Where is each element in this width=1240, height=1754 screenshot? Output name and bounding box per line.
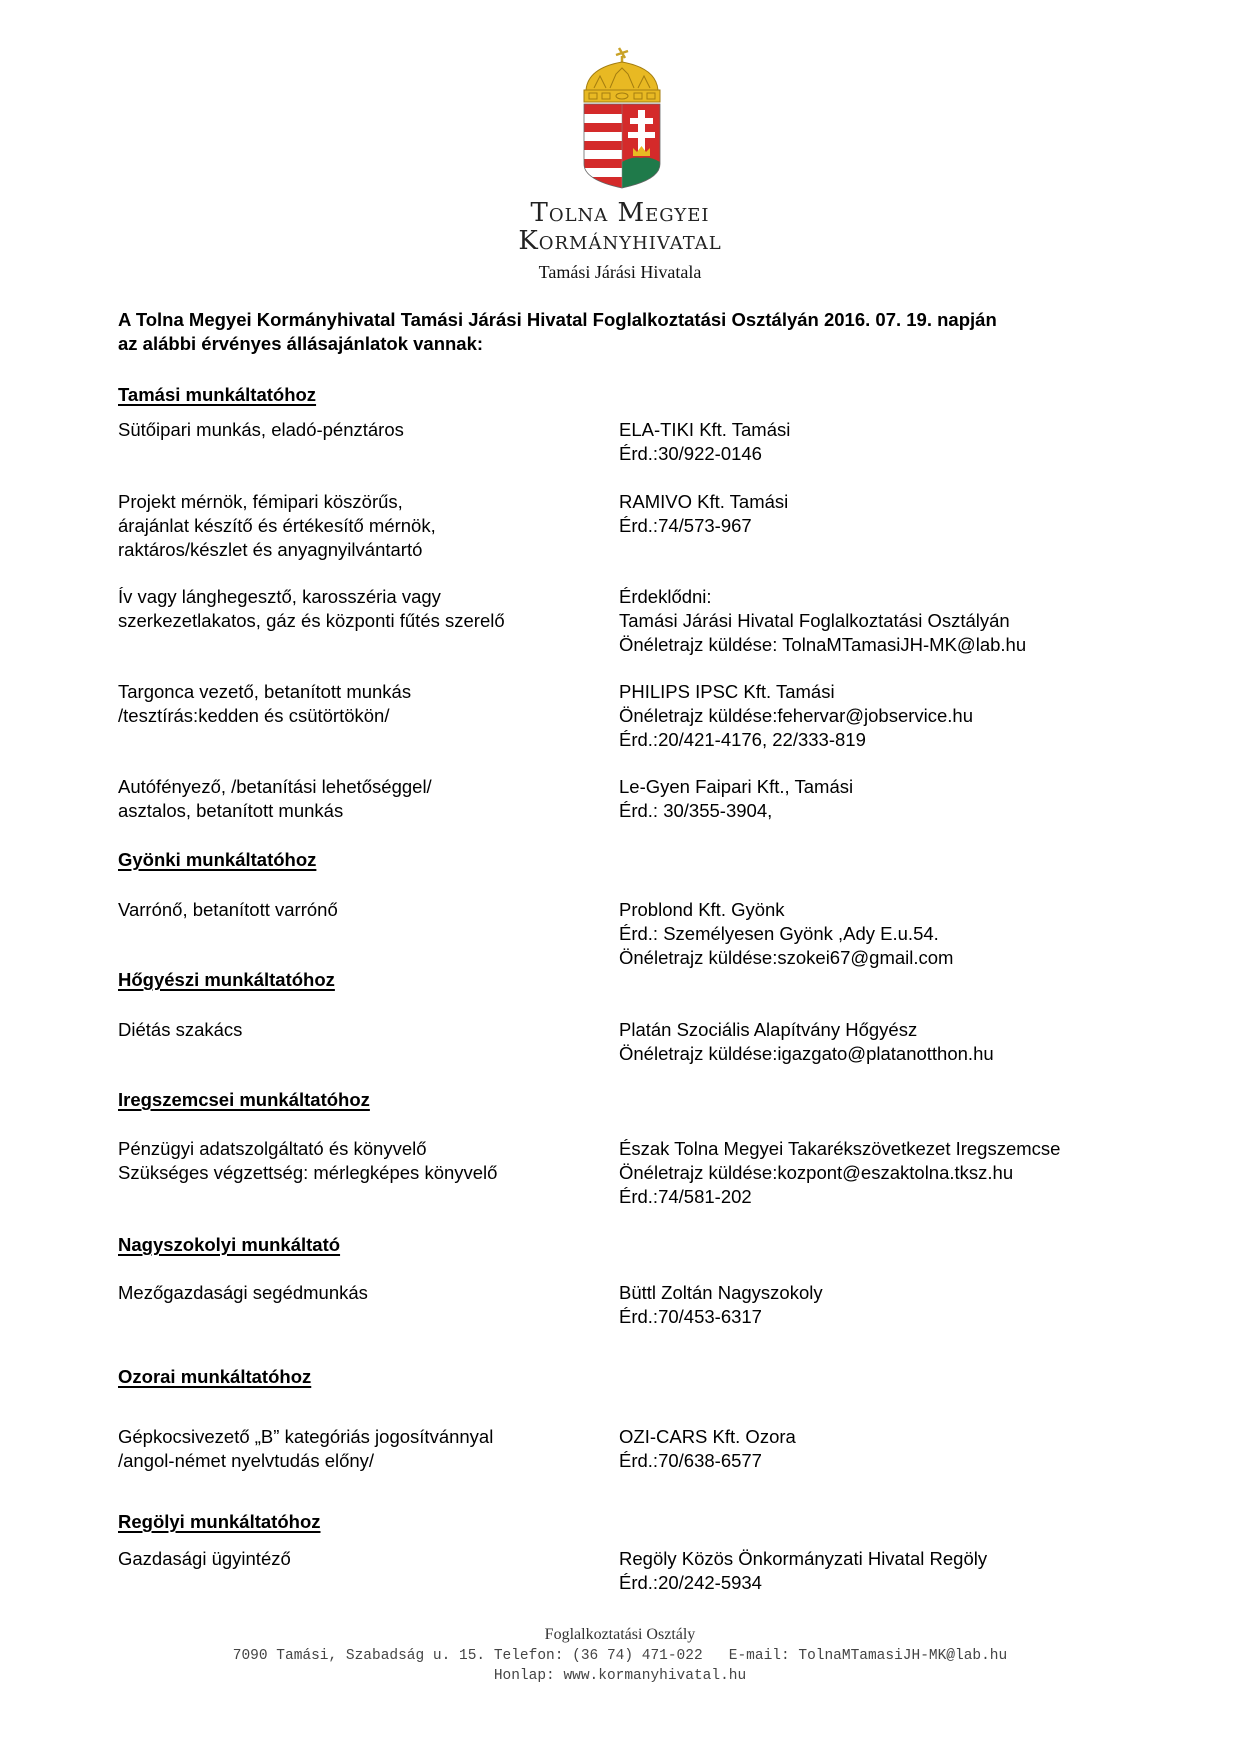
job-position: Varrónő, betanított varrónő xyxy=(118,899,338,920)
footer-website: Honlap: www.kormanyhivatal.hu xyxy=(493,1668,747,1684)
org-name-line2: Kormányhivatal xyxy=(518,226,722,256)
job-employer: Problond Kft. Gyönk Érd.: Személyesen Gyönk ,Ady E.u.54. Önéletrajz küldése:szokei67@gmail.com xyxy=(619,899,954,968)
org-name-line1: Tolna Megyei xyxy=(530,198,710,228)
job-employer: ELA-TIKI Kft. Tamási Érd.:30/922-0146 xyxy=(619,419,791,464)
job-position: Diétás szakács xyxy=(118,1019,243,1040)
section-title: Regölyi munkáltatóhoz xyxy=(118,1511,321,1532)
section-title: Iregszemcsei munkáltatóhoz xyxy=(118,1089,370,1110)
job-employer: PHILIPS IPSC Kft. Tamási Önéletrajz küldése:fehervar@jobservice.hu Érd.:20/421-4176, 22/333-819 xyxy=(619,681,974,750)
intro-heading xyxy=(118,308,1128,356)
job-employer: Regöly Közös Önkormányzati Hivatal Regöly Érd.:20/242-5934 xyxy=(619,1548,988,1593)
job-employer: OZI-CARS Kft. Ozora Érd.:70/638-6577 xyxy=(619,1426,796,1471)
job-position: Gépkocsivezető „B” kategóriás jogosítvánnyal /angol-német nyelvtudás előny/ xyxy=(118,1426,494,1471)
job-employer: Észak Tolna Megyei Takarékszövetkezet Iregszemcse Önéletrajz küldése:kozpont@eszaktolna.tksz.hu Érd.:74/581-202 xyxy=(619,1138,1061,1207)
job-employer: Érdeklődni: Tamási Járási Hivatal Foglalkoztatási Osztályán Önéletrajz küldése: TolnaMTamasiJH-MK@lab.hu xyxy=(619,586,1027,655)
section-title: Tamási munkáltatóhoz xyxy=(118,384,317,405)
job-employer: Büttl Zoltán Nagyszokoly Érd.:70/453-6317 xyxy=(619,1282,823,1327)
intro-line1: A Tolna Megyei Kormányhivatal Tamási Járási Hivatal Foglalkoztatási Osztályán 2016. 07. 19. napján xyxy=(118,309,997,330)
job-employer: Platán Szociális Alapítvány Hőgyész Önéletrajz küldése:igazgato@platanotthon.hu xyxy=(619,1019,994,1064)
job-position: Pénzügyi adatszolgáltató és könyvelő Szükséges végzettség: mérlegképes könyvelő xyxy=(118,1138,498,1183)
job-employer: Le-Gyen Faipari Kft., Tamási Érd.: 30/355-3904, xyxy=(619,776,854,821)
section-title: Ozorai munkáltatóhoz xyxy=(118,1366,312,1387)
footer-department: Foglalkoztatási Osztály xyxy=(544,1626,696,1643)
job-position: Ív vagy lánghegesztő, karosszéria vagy szerkezetlakatos, gáz és központi fűtés szerelő xyxy=(118,586,505,631)
job-position: Sütőipari munkás, eladó-pénztáros xyxy=(118,419,404,440)
section-title: Nagyszokolyi munkáltató xyxy=(118,1234,341,1255)
job-position: Projekt mérnök, fémipari köszörűs, árajánlat készítő és értékesítő mérnök, raktáros/készlet és anyagnyilvántartó xyxy=(118,491,436,560)
job-employer: RAMIVO Kft. Tamási Érd.:74/573-967 xyxy=(619,491,789,536)
org-subtitle: Tamási Járási Hivatala xyxy=(538,262,702,282)
intro-line2: az alábbi érvényes állásajánlatok vannak: xyxy=(118,333,484,354)
footer-address: 7090 Tamási, Szabadság u. 15. Telefon: (36 74) 471-022 E-mail: TolnaMTamasiJH-MK@lab.hu xyxy=(232,1648,1008,1664)
hungarian-coat-of-arms-icon xyxy=(580,46,664,190)
job-position: Autófényező, /betanítási lehetőséggel/ asztalos, betanított munkás xyxy=(118,776,432,821)
job-position: Gazdasági ügyintéző xyxy=(118,1548,291,1569)
section-title: Gyönki munkáltatóhoz xyxy=(118,849,317,870)
section-title: Hőgyészi munkáltatóhoz xyxy=(118,969,335,990)
crown-cross-icon xyxy=(616,48,628,62)
job-position: Targonca vezető, betanított munkás /tesztírás:kedden és csütörtökön/ xyxy=(118,681,412,726)
job-position: Mezőgazdasági segédmunkás xyxy=(118,1282,368,1303)
crown-icon xyxy=(586,62,658,90)
